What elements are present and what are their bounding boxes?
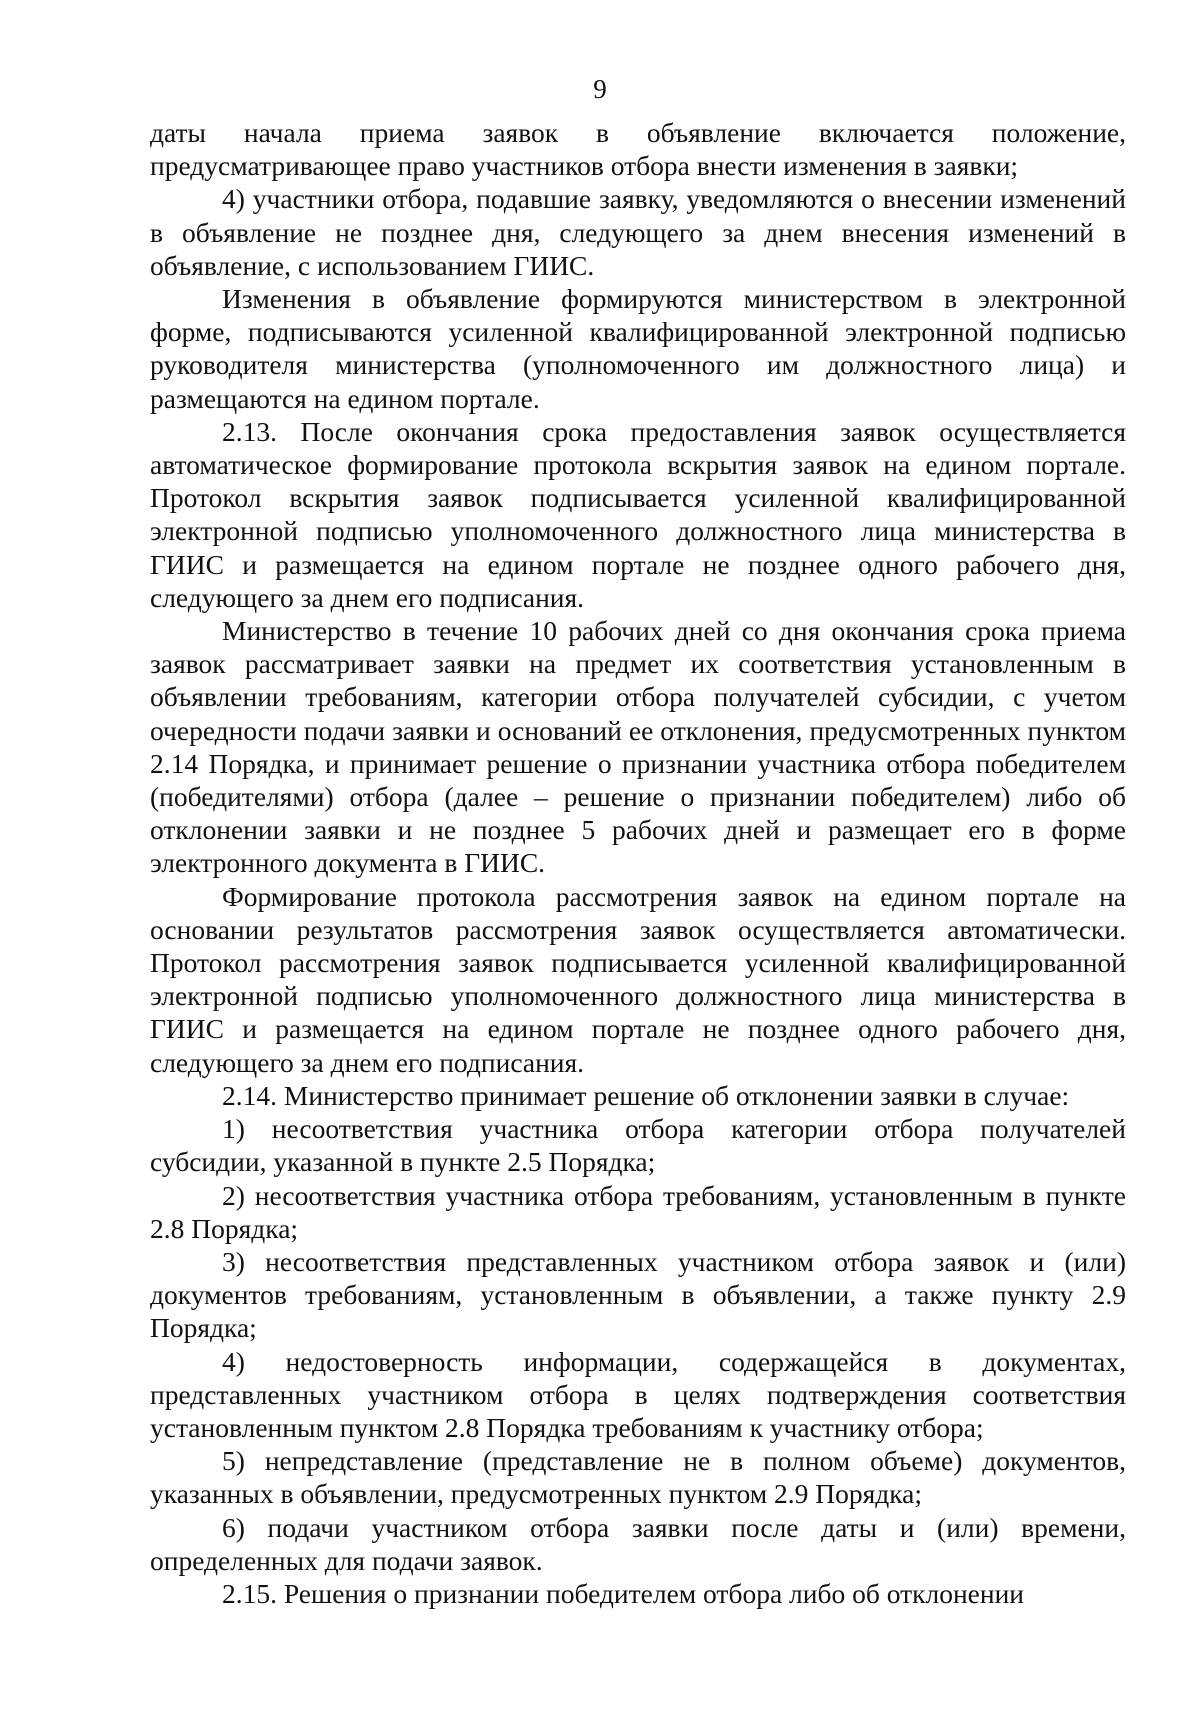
paragraph-continuation: даты начала приема заявок в объявление включается положение, предусматривающее право участников отбора внести изменения в заявки;	[150, 117, 1126, 182]
paragraph-review-protocol: Формирование протокола рассмотрения заявок на едином портале на основании результатов рассмотрения заявок осуществляется автоматически. Протокол рассмотрения заявок подписывается усиленной квалифицированной электронной подписью уполномоченного должностного лица министерства в ГИИС и размещается на едином портале не позднее одного рабочего дня, следующего за днем его подписания.	[150, 880, 1126, 1078]
list-item-5: 5) непредставление (представление не в полном объеме) документов, указанных в объявлении, предусмотренных пунктом 2.9 Порядка;	[150, 1445, 1126, 1510]
paragraph-2-14: 2.14. Министерство принимает решение об отклонении заявки в случае:	[222, 1079, 1070, 1111]
list-item-2: 2) несоответствия участника отбора требованиям, установленным в пункте 2.8 Порядка;	[150, 1179, 1126, 1244]
list-item-4: 4) недостоверность информации, содержащейся в документах, представленных участником отбора в целях подтверждения соответствия установленным пунктом 2.8 Порядка требованиям к участнику отбора;	[150, 1345, 1126, 1443]
paragraph-item-4-notification: 4) участники отбора, подавшие заявку, уведомляются о внесении изменений в объявление не позднее дня, следующего за днем внесения изменений в объявление, с использованием ГИИС.	[150, 183, 1126, 281]
paragraph-changes-signing: Изменения в объявление формируются министерством в электронной форме, подписываются усиленной квалифицированной электронной подписью руководителя министерства (уполномоченного им должностного лица) и размещаются на едином портале.	[150, 283, 1126, 414]
list-item-1: 1) несоответствия участника отбора категории отбора получателей субсидии, указанной в пункте 2.5 Порядка;	[150, 1113, 1126, 1178]
paragraph-2-13: 2.13. После окончания срока предоставления заявок осуществляется автоматическое формирование протокола вскрытия заявок на едином портале. Протокол вскрытия заявок подписывается усиленной квалифицированной электронной подписью уполномоченного должностного лица министерства в ГИИС и размещается на едином портале не позднее одного рабочего дня, следующего за днем его подписания.	[150, 415, 1126, 613]
document-body	[150, 116, 1126, 1610]
list-item-3: 3) несоответствия представленных участником отбора заявок и (или) документов требованиям, установленным в объявлении, а также пункту 2.9 Порядка;	[150, 1245, 1126, 1344]
paragraph-2-15: 2.15. Решения о признании победителем отбора либо об отклонении	[222, 1577, 1025, 1609]
list-item-6: 6) подачи участником отбора заявки после даты и (или) времени, определенных для подачи заявок.	[150, 1511, 1126, 1576]
paragraph-review-period: Министерство в течение 10 рабочих дней со дня окончания срока приема заявок рассматривает заявки на предмет их соответствия установленным в объявлении требованиям, категории отбора получателей субсидии, с учетом очередности подачи заявки и оснований ее отклонения, предусмотренных пунктом 2.14 Порядка, и принимает решение о признании участника отбора победителем (победителями) отбора (далее – решение о признании победителем) либо об отклонении заявки и не позднее 5 рабочих дней и размещает его в форме электронного документа в ГИИС.	[150, 615, 1126, 879]
page-number: 9	[593, 74, 607, 104]
